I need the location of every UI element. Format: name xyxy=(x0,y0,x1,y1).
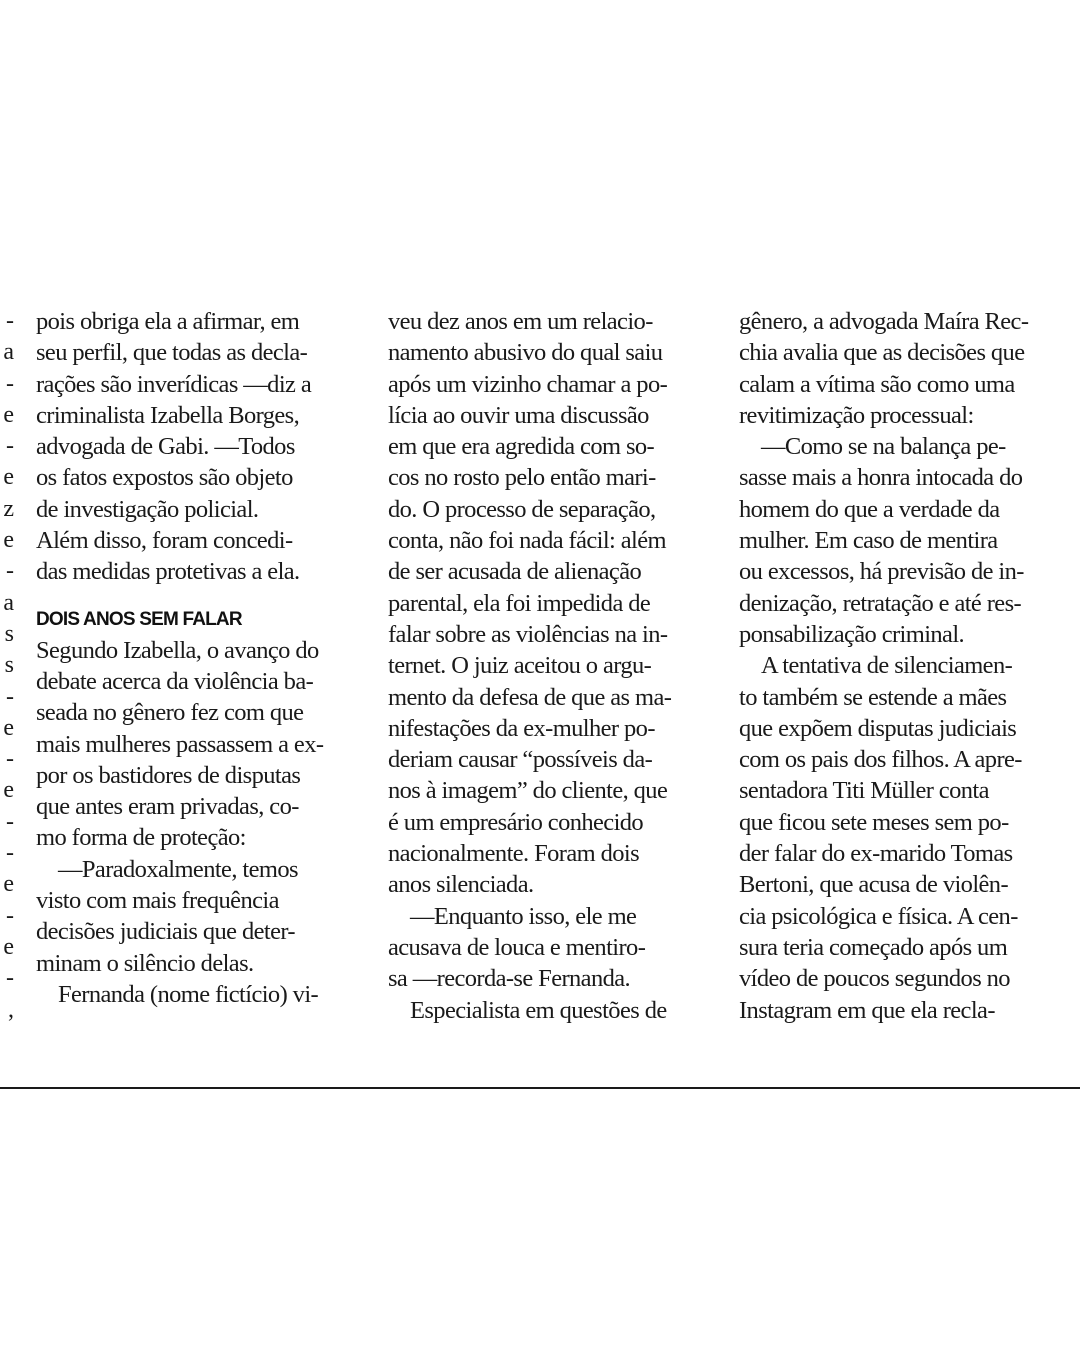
text-line: advogada de Gabi. —Todos xyxy=(36,433,295,461)
text-line: —Como se na balança pe- xyxy=(761,433,1006,461)
text-line: de ser acusada de alienação xyxy=(388,558,642,586)
text-line: sa —recorda-se Fernanda. xyxy=(388,965,631,993)
text-line: vídeo de poucos segundos no xyxy=(739,965,1010,993)
clipped-text-fragment: s xyxy=(4,620,14,647)
text-line: nifestações da ex-mulher po- xyxy=(388,714,655,742)
text-line: falar sobre as violências na in- xyxy=(388,620,668,648)
text-line: sura teria começado após um xyxy=(739,933,1008,961)
text-line: revitimização processual: xyxy=(739,401,974,429)
section-gap xyxy=(36,588,358,604)
text-line: Além disso, foram concedi- xyxy=(36,527,293,555)
clipped-text-fragment: e xyxy=(3,401,14,428)
text-line: deriam causar “possíveis da- xyxy=(388,746,653,774)
clipped-text-fragment: e xyxy=(3,777,14,804)
article-column-1 xyxy=(36,306,358,1010)
text-line: após um vizinho chamar a po- xyxy=(388,370,668,398)
text-line: Bertoni, que acusa de violên- xyxy=(739,871,1009,899)
clipped-text-fragment: e xyxy=(3,933,14,960)
clipped-text-fragment: a xyxy=(3,339,14,366)
text-line: chia avalia que as decisões que xyxy=(739,339,1025,367)
text-line: do. O processo de separação, xyxy=(388,495,656,523)
text-line: criminalista Izabella Borges, xyxy=(36,401,300,429)
clipped-left-column xyxy=(0,306,14,1026)
text-line: rações são inverídicas —diz a xyxy=(36,370,312,398)
text-line: que antes eram privadas, co- xyxy=(36,793,299,821)
paragraph-quote-fernanda xyxy=(388,901,710,995)
text-line: —Enquanto isso, ele me xyxy=(410,902,637,930)
text-line: nos à imagem” do cliente, que xyxy=(388,777,668,805)
text-line: mulher. Em caso de mentira xyxy=(739,527,998,555)
clipped-text-fragment: e xyxy=(3,871,14,898)
text-line: parental, ela foi impedida de xyxy=(388,589,651,617)
text-line: conta, não foi nada fácil: além xyxy=(388,527,666,555)
text-line: ternet. O juiz aceitou o argu- xyxy=(388,652,652,680)
clipped-text-fragment: - xyxy=(6,308,14,334)
text-line: der falar do ex-marido Tomas xyxy=(739,840,1013,868)
paragraph-quote-izabella xyxy=(36,306,358,588)
text-line: cos no rosto pelo então mari- xyxy=(388,464,656,492)
clipped-text-fragment: - xyxy=(6,808,14,835)
text-line: —Paradoxalmente, temos xyxy=(58,855,298,883)
text-line: veu dez anos em um relacio- xyxy=(388,308,653,335)
text-line: gênero, a advogada Maíra Rec- xyxy=(739,308,1029,335)
text-line: sentadora Titi Müller conta xyxy=(739,777,989,805)
section-subhead: DOIS ANOS SEM FALAR xyxy=(36,608,242,630)
text-line: nacionalmente. Foram dois xyxy=(388,840,640,868)
clipped-text-fragment: e xyxy=(3,714,14,741)
text-line: ou excessos, há previsão de in- xyxy=(739,558,1024,586)
text-line: seada no gênero fez com que xyxy=(36,699,304,727)
text-line: ponsabilização criminal. xyxy=(739,620,965,648)
text-line: lícia ao ouvir uma discussão xyxy=(388,401,649,429)
text-line: debate acerca da violência ba- xyxy=(36,667,314,695)
text-line: calam a vítima são como uma xyxy=(739,370,1015,398)
text-line: namento abusivo do qual saiu xyxy=(388,339,663,367)
text-line: to também se estende a mães xyxy=(739,683,1007,711)
text-line: mo forma de proteção: xyxy=(36,824,246,852)
text-line: das medidas protetivas a ela. xyxy=(36,558,300,586)
paragraph-quote-paradoxalmente xyxy=(36,854,358,979)
paragraph-maira-recchia xyxy=(739,306,1063,431)
article-column-3 xyxy=(739,306,1063,1026)
clipped-text-fragment: - xyxy=(6,965,14,992)
paragraph-especialista xyxy=(388,995,710,1026)
clipped-text-fragment: z xyxy=(3,495,14,522)
text-line: que expõem disputas judiciais xyxy=(739,714,1017,742)
clipped-text-fragment: a xyxy=(3,589,14,616)
text-line: homem do que a verdade da xyxy=(739,495,1000,523)
clipped-text-fragment: - xyxy=(6,902,14,929)
text-line: denização, retratação e até res- xyxy=(739,589,1022,617)
text-line: visto com mais frequência xyxy=(36,887,279,915)
page-rule xyxy=(0,1087,1080,1089)
text-line: acusava de louca e mentiro- xyxy=(388,933,646,961)
text-line: Segundo Izabella, o avanço do xyxy=(36,636,319,664)
clipped-text-fragment: e xyxy=(3,464,14,491)
clipped-text-fragment: - xyxy=(6,746,14,773)
clipped-text-fragment: s xyxy=(4,652,14,679)
text-line: por os bastidores de disputas xyxy=(36,761,301,789)
paragraph-fernanda-story xyxy=(388,306,710,901)
text-line: com os pais dos filhos. A apre- xyxy=(739,746,1022,774)
paragraph-segundo-izabella xyxy=(36,635,358,854)
text-line: decisões judiciais que deter- xyxy=(36,918,295,946)
text-line: cia psicológica e física. A cen- xyxy=(739,902,1018,930)
text-line: de investigação policial. xyxy=(36,495,259,523)
paragraph-titi-muller xyxy=(739,650,1063,1026)
text-line: os fatos expostos são objeto xyxy=(36,464,293,492)
text-line: Fernanda (nome fictício) vi- xyxy=(58,980,319,1008)
text-line: que ficou sete meses sem po- xyxy=(739,808,1009,836)
text-line: A tentativa de silenciamen- xyxy=(761,652,1013,680)
paragraph-quote-balanca xyxy=(739,431,1063,650)
text-line: Instagram em que ela recla- xyxy=(739,996,995,1024)
text-line: é um empresário conhecido xyxy=(388,808,644,836)
clipped-text-fragment: - xyxy=(6,558,14,585)
text-line: anos silenciada. xyxy=(388,871,534,899)
clipped-text-fragment: - xyxy=(6,370,14,397)
clipped-text-fragment: e xyxy=(3,527,14,554)
text-line: sasse mais a honra intocada do xyxy=(739,464,1023,492)
article-column-2 xyxy=(388,306,710,1026)
clipped-text-fragment: - xyxy=(6,433,14,460)
text-line: em que era agredida com so- xyxy=(388,433,655,461)
clipped-text-fragment: - xyxy=(6,683,14,710)
clipped-text-fragment: , xyxy=(8,996,14,1023)
text-line: pois obriga ela a afirmar, em xyxy=(36,308,300,335)
text-line: mento da defesa de que as ma- xyxy=(388,683,672,711)
clipped-text-fragment: - xyxy=(6,840,14,867)
text-line: seu perfil, que todas as decla- xyxy=(36,339,308,367)
text-line: minam o silêncio delas. xyxy=(36,949,254,977)
paragraph-fernanda xyxy=(36,979,358,1010)
text-line: mais mulheres passassem a ex- xyxy=(36,730,324,758)
text-line: Especialista em questões de xyxy=(410,996,667,1024)
